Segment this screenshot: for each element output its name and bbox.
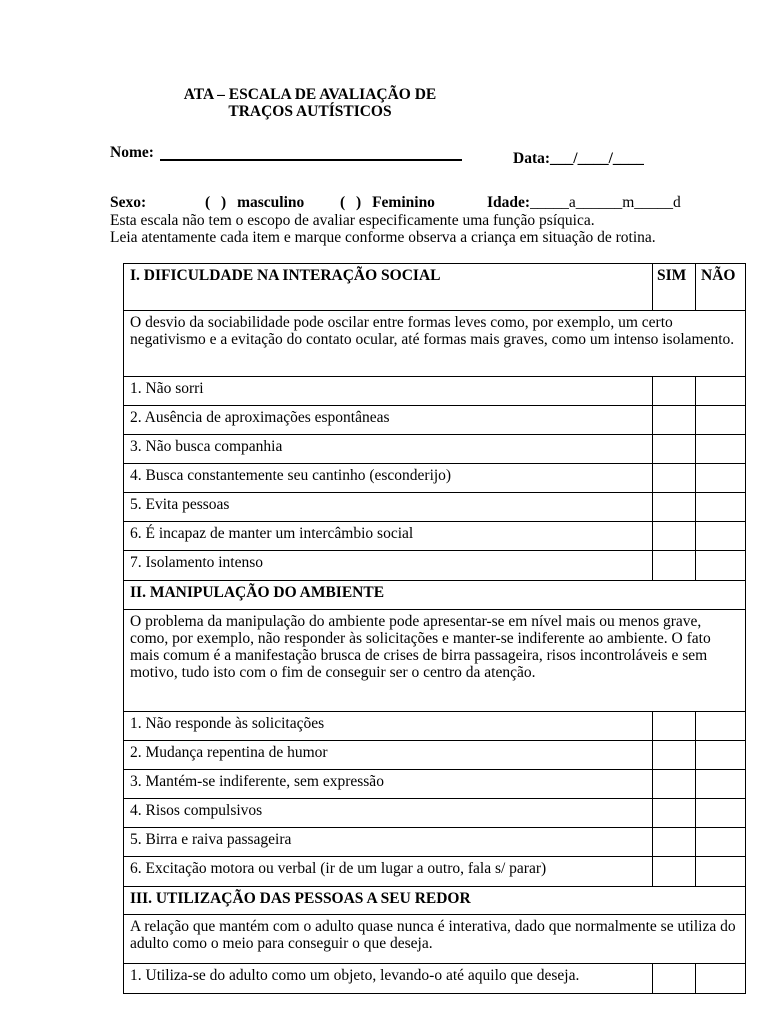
table-row: [124, 435, 745, 464]
yes-answer-cell: [652, 712, 695, 740]
yes-answer-cell: [652, 857, 695, 886]
evaluation-table: [123, 263, 746, 994]
table-row: [124, 741, 745, 770]
description-line: mais comum é a manifestação brusca de crises de birra passageira, risos incontroláveis e sem: [130, 647, 708, 664]
no-answer-cell: [695, 770, 745, 798]
sex-label: Sexo:: [110, 194, 147, 211]
instruction-line: Leia atentamente cada item e marque conforme observa a criança em situação de rotina.: [110, 229, 656, 246]
item-label: 6. Excitação motora ou verbal (ir de um lugar a outro, fala s/ parar): [130, 860, 547, 877]
no-answer-cell: [695, 712, 745, 740]
table-row: [124, 712, 745, 741]
description-line: motivo, tudo isto com o fim de conseguir ser o centro da atenção.: [130, 664, 536, 681]
age-blanks: _____a______m_____d: [530, 194, 681, 211]
yes-answer-cell: [652, 377, 695, 405]
yes-answer-cell: [652, 770, 695, 798]
section-description-row: [124, 311, 745, 377]
item-label: 1. Não sorri: [130, 380, 204, 397]
table-row: [124, 377, 745, 406]
no-answer-cell: [695, 522, 745, 550]
section-description: [124, 311, 745, 376]
document-title-line: TRAÇOS AUTÍSTICOS: [228, 103, 392, 120]
item-label: 5. Birra e raiva passageira: [130, 831, 292, 848]
yes-answer-cell: [652, 741, 695, 769]
no-column-header: NÃO: [695, 264, 745, 310]
description-line: como, por exemplo, não responder às solicitações e manter-se indiferente ao ambiente. O fato: [130, 630, 711, 647]
description-line: negativismo e a evitação do contato ocular, até formas mais graves, como um intenso isolamento.: [130, 331, 735, 348]
description-line: A relação que mantém com o adulto quase nunca é interativa, dado que normalmente se utiliza do: [130, 918, 736, 935]
item-label: 1. Não responde às solicitações: [130, 715, 325, 732]
yes-answer-cell: [652, 828, 695, 856]
table-row: [124, 799, 745, 828]
no-answer-cell: [695, 435, 745, 463]
no-answer-cell: [695, 799, 745, 827]
description-line: adulto como o meio para conseguir o que deseja.: [130, 935, 433, 952]
yes-answer-cell: [652, 522, 695, 550]
item-label: 4. Busca constantemente seu cantinho (esconderijo): [130, 467, 452, 484]
section-title: II. MANIPULAÇÃO DO AMBIENTE: [130, 584, 385, 601]
table-row: [124, 964, 745, 994]
no-answer-cell: [695, 406, 745, 434]
table-row: [124, 857, 745, 887]
description-line: O problema da manipulação do ambiente pode apresentar-se em nível mais ou menos grave,: [130, 613, 702, 630]
section-title: I. DIFICULDADE NA INTERAÇÃO SOCIAL: [130, 267, 441, 284]
no-answer-cell: [695, 493, 745, 521]
name-blank-line: [160, 159, 462, 161]
no-answer-cell: [695, 377, 745, 405]
yes-answer-cell: [652, 464, 695, 492]
no-answer-cell: [695, 964, 745, 993]
yes-answer-cell: [652, 493, 695, 521]
yes-answer-cell: [652, 551, 695, 580]
item-label: 6. É incapaz de manter um intercâmbio social: [130, 525, 414, 542]
instruction-line: Esta escala não tem o escopo de avaliar especificamente uma função psíquica.: [110, 212, 595, 229]
table-row: [124, 522, 745, 551]
section-description-row: [124, 915, 745, 964]
section-title: III. UTILIZAÇÃO DAS PESSOAS A SEU REDOR: [130, 890, 471, 907]
table-row: [124, 551, 745, 581]
table-row: [124, 406, 745, 435]
no-answer-cell: [695, 464, 745, 492]
section-description: [124, 610, 745, 711]
table-row: [124, 770, 745, 799]
age-field: [487, 194, 681, 211]
item-label: 4. Risos compulsivos: [130, 802, 263, 819]
table-row: [124, 493, 745, 522]
document-title: [110, 86, 510, 120]
date-field: Data:___/____/____: [513, 150, 644, 167]
section-description: [124, 915, 745, 963]
item-label: 5. Evita pessoas: [130, 496, 230, 513]
yes-answer-cell: [652, 964, 695, 993]
item-label: 2. Ausência de aproximações espontâneas: [130, 409, 390, 426]
age-label: Idade:: [487, 194, 531, 211]
yes-answer-cell: [652, 406, 695, 434]
yes-answer-cell: [652, 435, 695, 463]
section-header-row: [124, 581, 745, 610]
item-label: 2. Mudança repentina de humor: [130, 744, 328, 761]
table-row: [124, 828, 745, 857]
yes-column-header: SIM: [652, 264, 695, 310]
item-label: 1. Utiliza-se do adulto como um objeto, levando-o até aquilo que deseja.: [130, 967, 580, 984]
item-label: 7. Isolamento intenso: [130, 554, 264, 571]
document-title-line: ATA – ESCALA DE AVALIAÇÃO DE: [183, 86, 437, 103]
yes-answer-cell: [652, 799, 695, 827]
sex-option-female: ( ) Feminino: [340, 194, 435, 211]
item-label: 3. Mantém-se indiferente, sem expressão: [130, 773, 384, 790]
section-header-row: [124, 264, 745, 311]
no-answer-cell: [695, 741, 745, 769]
section-description-row: [124, 610, 745, 712]
no-answer-cell: [695, 551, 745, 580]
no-answer-cell: [695, 857, 745, 886]
table-row: [124, 464, 745, 493]
item-label: 3. Não busca companhia: [130, 438, 283, 455]
sex-option-male: ( ) masculino: [205, 194, 305, 211]
no-answer-cell: [695, 828, 745, 856]
name-label: Nome:: [110, 144, 154, 161]
description-line: O desvio da sociabilidade pode oscilar entre formas leves como, por exemplo, um certo: [130, 314, 673, 331]
section-header-row: [124, 887, 745, 915]
